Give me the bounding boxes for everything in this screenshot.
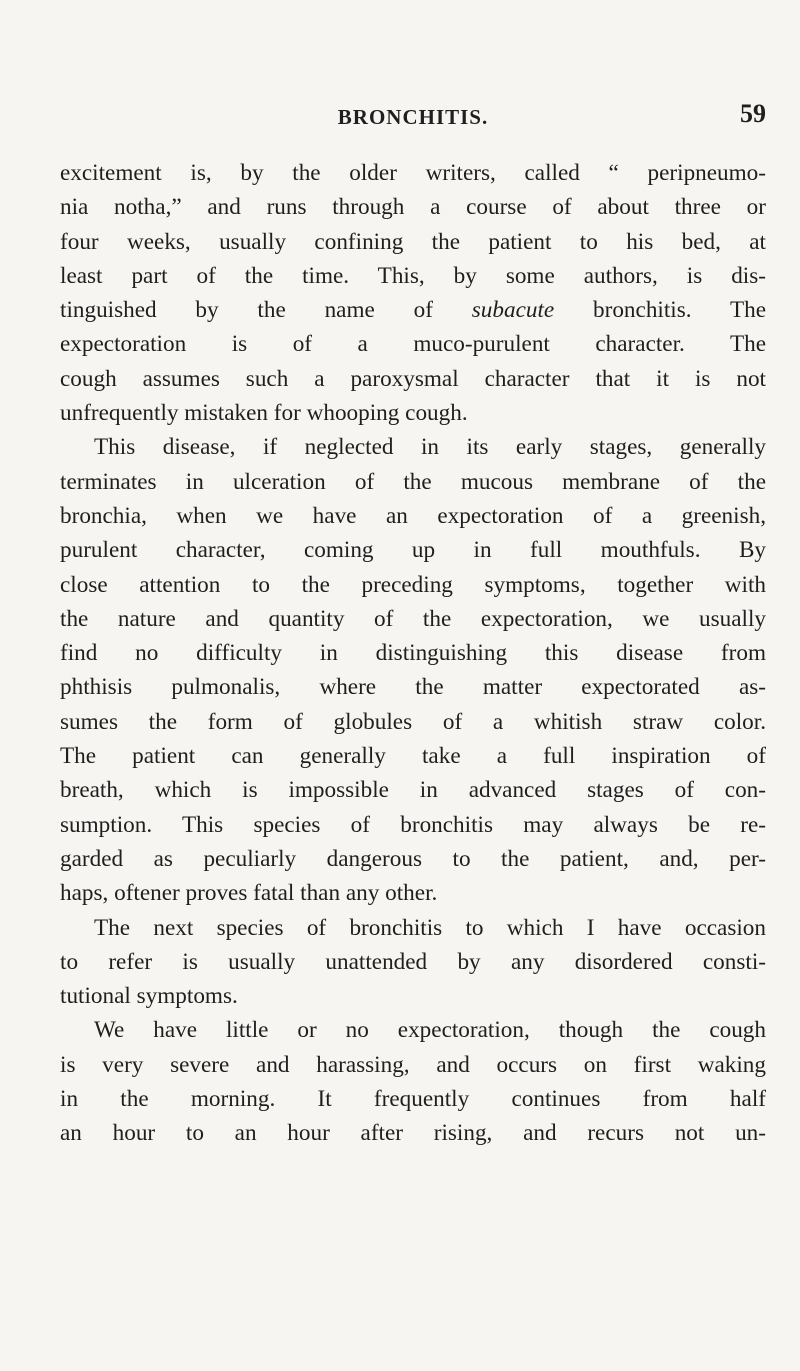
text-line: an hour to an hour after rising, and recurs not un- [60,1120,766,1147]
text-line: nia notha,” and runs through a course of about three or [60,194,766,221]
text-line [60,293,766,327]
text-line: least part of the time. This, by some authors, is dis- [60,262,766,289]
text-line: sumes the form of globules of a whitish straw color. [60,708,766,735]
running-head [60,85,766,129]
running-title: BRONCHITIS. [337,105,489,129]
text-line: sumption. This species of bronchitis may always be re- [60,811,766,838]
text-segment: tinguished by the name of [60,297,472,324]
text-line: four weeks, usually confining the patient to his bed, at [60,228,766,255]
text-line: excitement is, by the older writers, called “ peripneumo- [60,160,766,186]
text-line: We have little or no expectoration, though the cough [94,1017,766,1044]
text-line: find no difficulty in distinguishing this disease from [60,640,766,667]
text-line: terminates in ulceration of the mucous membrane of the [60,468,766,495]
text-line: garded as peculiarly dangerous to the patient, and, per- [60,845,766,872]
italic-term: subacute [471,297,555,324]
text-line: the nature and quantity of the expectoration, we usually [60,605,766,632]
text-line: phthisis pulmonalis, where the matter expectorated as- [60,674,766,701]
text-line: haps, oftener proves fatal than any other. [60,880,438,907]
text-line: in the morning. It frequently continues from half [60,1086,766,1113]
page-number: 59 [740,99,766,128]
text-line: unfrequently mistaken for whooping cough. [60,400,468,427]
text-segment: bronchitis. The [554,297,767,324]
body-text [60,156,766,1151]
text-line: expectoration is of a muco-purulent character. The [60,331,766,358]
text-line: is very severe and harassing, and occurs on first waking [60,1051,766,1078]
text-line: close attention to the preceding symptoms, together with [60,571,766,598]
text-line: purulent character, coming up in full mouthfuls. By [60,537,766,564]
text-line: cough assumes such a paroxysmal character that it is not [60,365,766,392]
text-line: tutional symptoms. [60,983,238,1010]
text-line: This disease, if neglected in its early stages, generally [94,434,766,461]
text-line: breath, which is impossible in advanced stages of con- [60,777,766,804]
text-line: to refer is usually unattended by any disordered consti- [60,948,766,975]
text-line: The patient can generally take a full inspiration of [60,743,766,770]
text-line: bronchia, when we have an expectoration of a greenish, [60,502,766,529]
text-line: The next species of bronchitis to which I have occasion [94,914,766,941]
